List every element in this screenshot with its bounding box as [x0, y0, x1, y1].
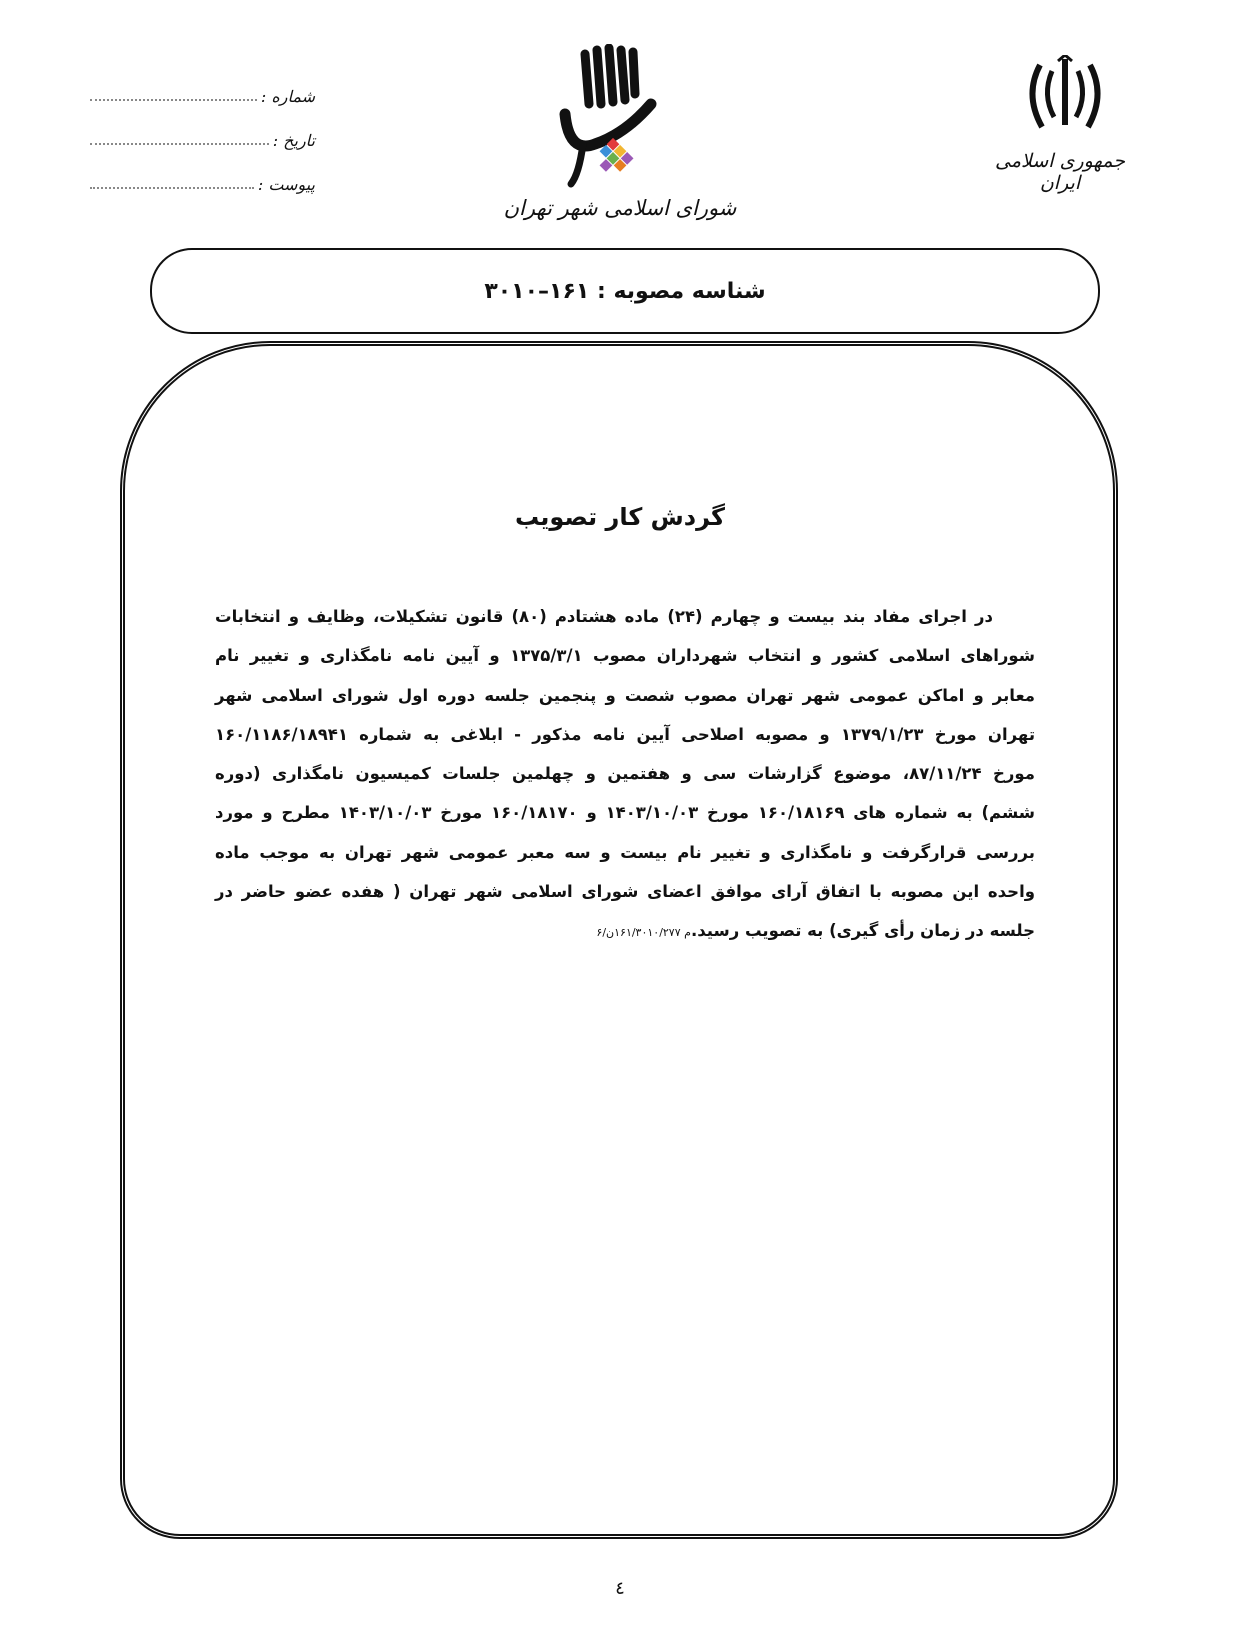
- letter-fields: [90, 62, 315, 194]
- iran-emblem: [1020, 55, 1110, 137]
- date-field: تاریخ :: [90, 106, 315, 150]
- resolution-id-box: [150, 248, 1100, 334]
- body-line: واحده این مصوبه با اتفاق آرای موافق اعضای شورای اسلامی شهر تهران ( هفده عضو حاضر در: [215, 882, 1035, 902]
- tehran-council-logo: [555, 44, 660, 194]
- council-name: شورای اسلامی شهر تهران: [503, 196, 737, 220]
- body-line: مورخ ۸۷/۱۱/۲۴، موضوع گزارشات سی و هفتمین و چهلمین جلسات کمیسیون نامگذاری (دوره: [215, 764, 1035, 784]
- body-line: در اجرای مفاد بند بیست و چهارم (۲۴) ماده هشتادم (۸۰) قانون تشکیلات، وظایف و انتخابات: [215, 607, 993, 626]
- number-field: شماره :: [90, 62, 315, 106]
- body-line: ششم) به شماره های ۱۶۰/۱۸۱۶۹ مورخ ۱۴۰۳/۱۰/۰۳ و ۱۶۰/۱۸۱۷۰ مورخ ۱۴۰۳/۱۰/۰۳ مطرح و مورد: [215, 803, 1035, 823]
- body-line: بررسی قرارگرفت و نامگذاری و تغییر نام بیست و سه معبر عمومی شهر تهران به موجب ماده: [215, 842, 1035, 862]
- document-body: [215, 597, 1035, 951]
- body-line-last: جلسه در زمان رأی گیری) به تصویب رسید.م ۱۶۱/۳۰۱۰/۲۷۷ن/۶: [596, 921, 1035, 941]
- document-title: گردش کار تصویب: [515, 503, 725, 531]
- body-line: تهران مورخ ۱۳۷۹/۱/۲۳ و مصوبه اصلاحی آیین نامه مذکور - ابلاغی به شماره ۱۶۰/۱۱۸۶/۱۸۹۴۱: [215, 724, 1036, 744]
- reference-code: م ۱۶۱/۳۰۱۰/۲۷۷ن/۶: [596, 926, 691, 940]
- body-line: شوراهای اسلامی کشور و انتخاب شهرداران مصوب ۱۳۷۵/۳/۱ و آیین نامه نامگذاری و تغییر نام: [215, 646, 1035, 666]
- body-line: معابر و اماکن عمومی شهر تهران مصوب شصت و پنجمین جلسه دوره اول شورای اسلامی شهر: [215, 685, 1035, 705]
- attachment-field: پیوست :: [90, 150, 315, 194]
- page-number: ٤: [615, 1578, 625, 1599]
- country-name: جمهوری اسلامی ایران: [995, 150, 1125, 194]
- resolution-id: شناسه مصوبه : ۱۶۱–۳۰۱۰: [484, 278, 766, 304]
